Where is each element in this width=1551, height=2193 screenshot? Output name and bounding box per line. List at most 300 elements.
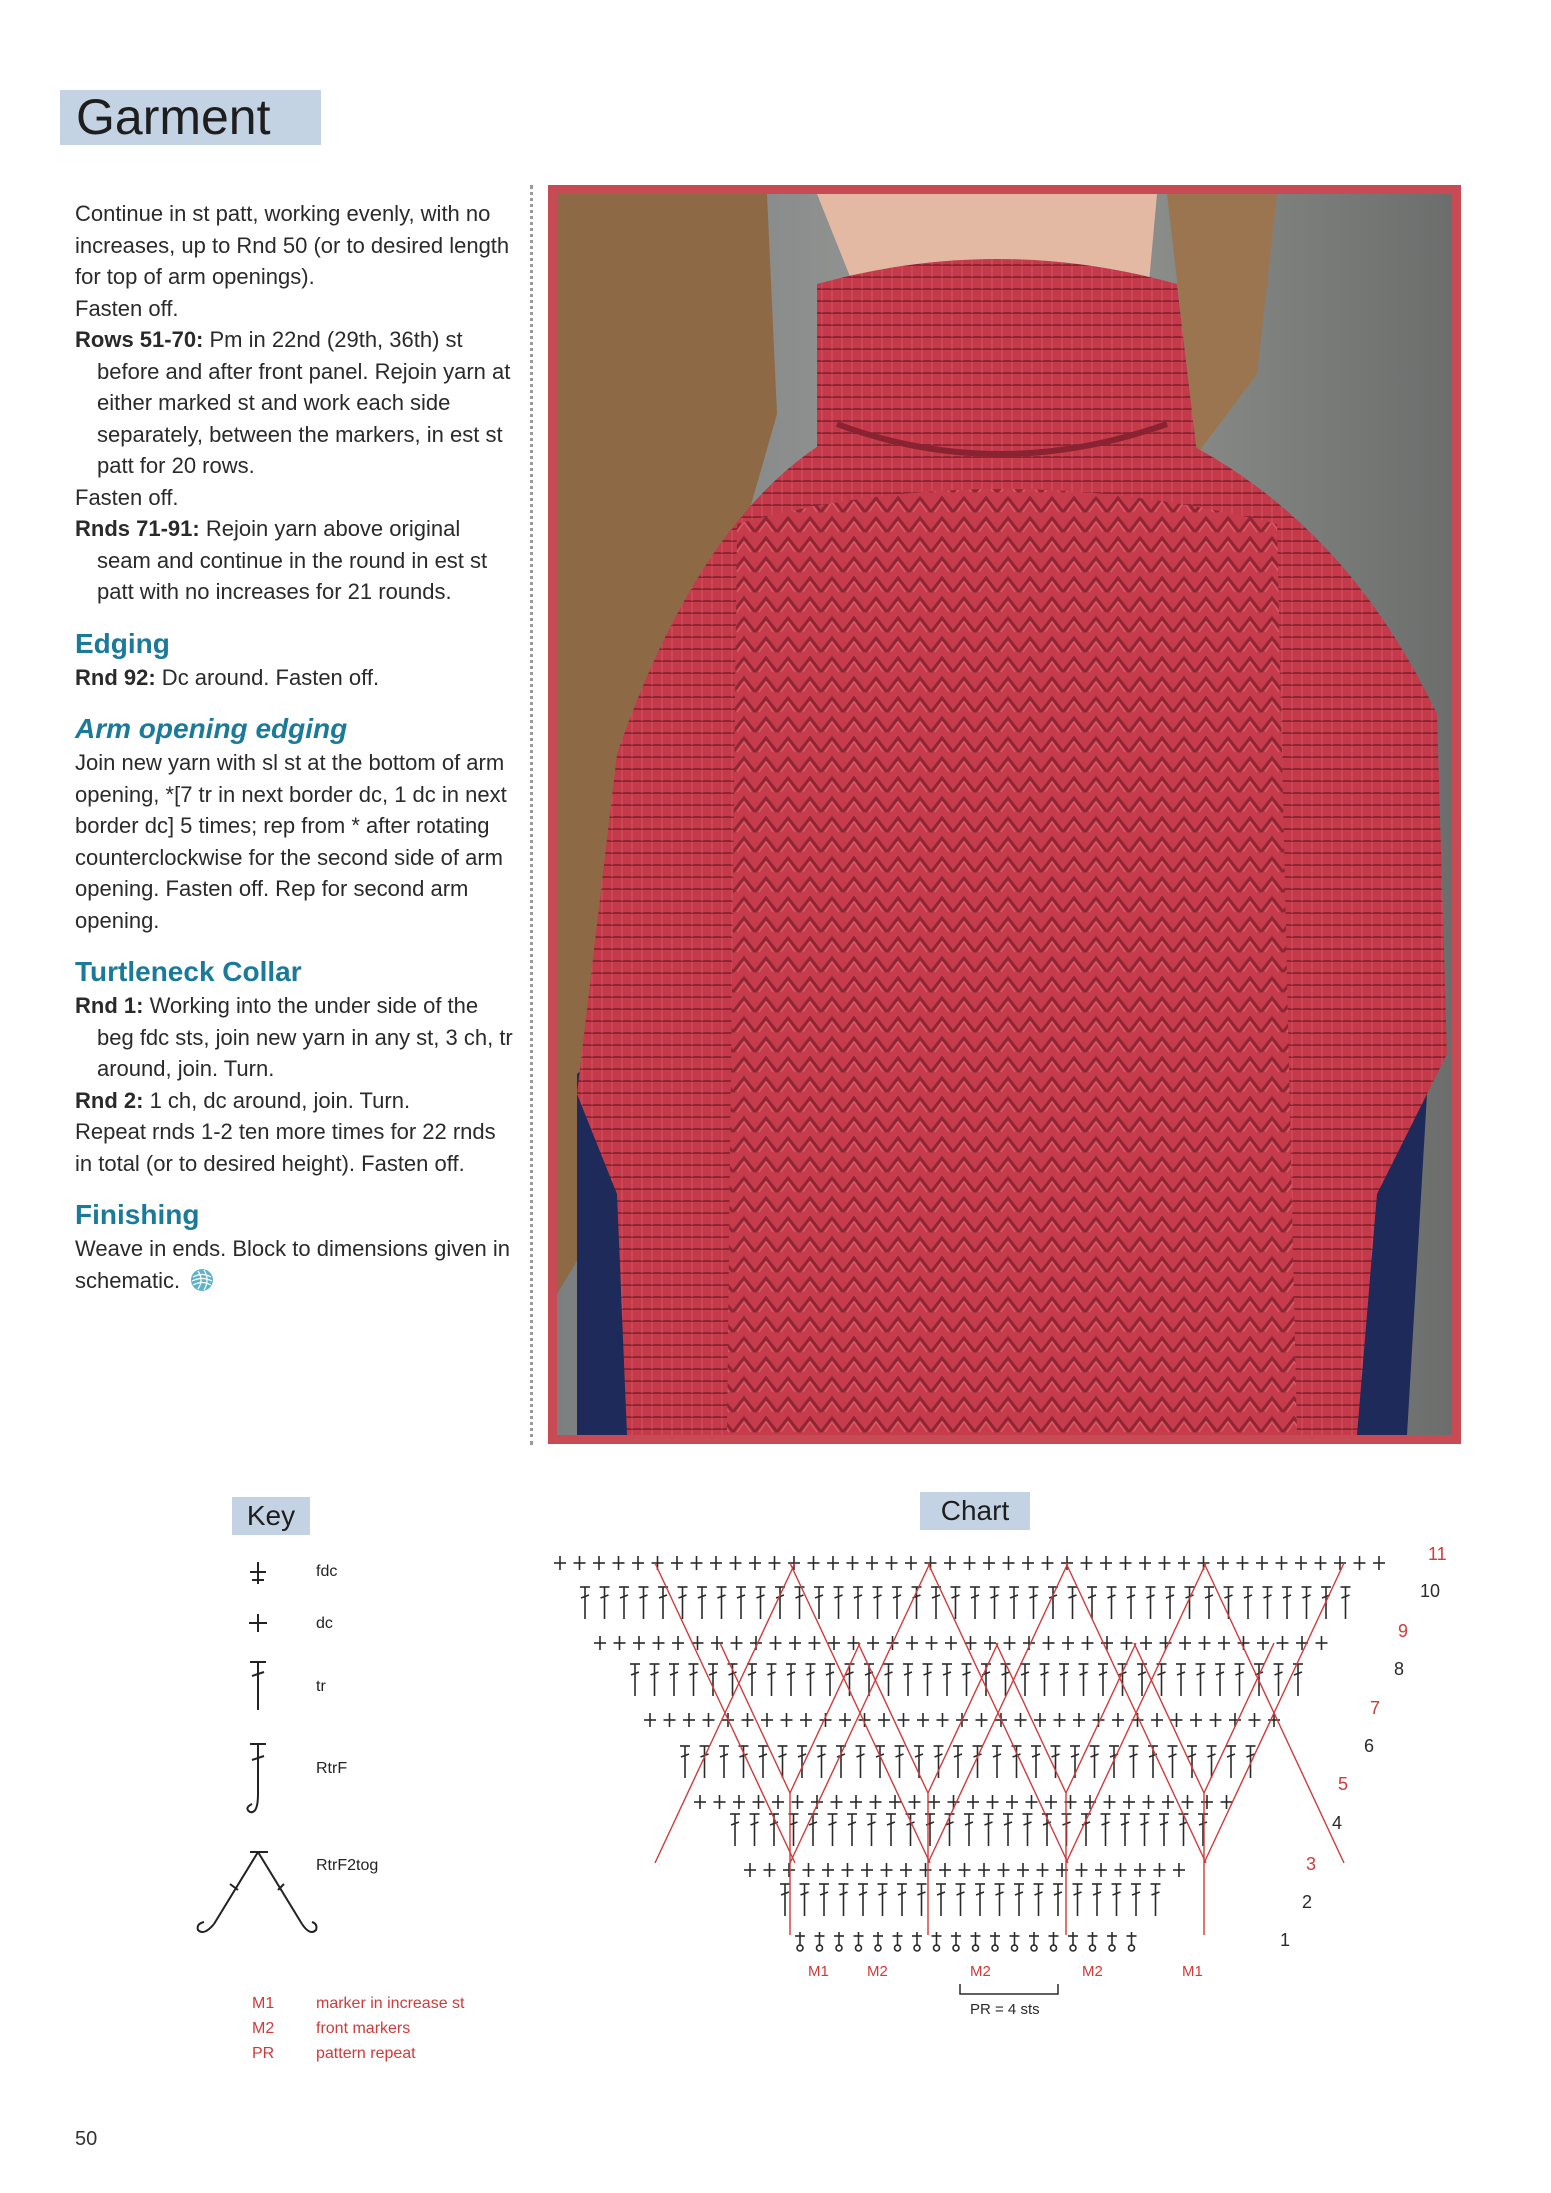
chart-stitch	[995, 1884, 1005, 1916]
chart-stitch	[870, 1795, 882, 1809]
chart-stitch	[831, 1795, 843, 1809]
chart-stitch	[984, 1814, 994, 1846]
chart-row-number: 9	[1398, 1621, 1409, 1641]
chart-rtrf-line	[790, 1563, 930, 1863]
chart-stitch	[1026, 1795, 1038, 1809]
chart-stitch	[1182, 1795, 1194, 1809]
chart-stitch	[931, 1587, 941, 1619]
chart-heading: Chart	[920, 1492, 1030, 1530]
chart-stitch	[839, 1713, 851, 1727]
chart-stitch	[795, 1932, 805, 1951]
chart-stitch	[761, 1713, 773, 1727]
chart-stitch	[858, 1884, 868, 1916]
chart-stitch	[976, 1713, 988, 1727]
chart-marker: M2	[1082, 1963, 1103, 1980]
chart-stitch	[1151, 1884, 1161, 1916]
rnd-92: Rnd 92: Dc around. Fasten off.	[75, 664, 380, 690]
chart-stitch	[1139, 1556, 1151, 1570]
chart-stitch	[1029, 1932, 1039, 1951]
chart-stitch	[1276, 1556, 1288, 1570]
chart-stitch	[850, 1795, 862, 1809]
chart-rtrf-line	[1066, 1563, 1206, 1863]
key-label-rtrf2tog: RtrF2tog	[316, 1857, 379, 1874]
pr-label: PR = 4 sts	[970, 2001, 1040, 2018]
chart-stitch	[1073, 1713, 1085, 1727]
chart-stitch	[1257, 1636, 1269, 1650]
poncho-illustration	[557, 194, 1452, 1435]
chart-stitch	[956, 1884, 966, 1916]
chart-stitch	[978, 1863, 990, 1877]
chart-marker: M2	[867, 1963, 888, 1980]
chart-stitch	[758, 1746, 768, 1778]
chart-stitch	[992, 1746, 1002, 1778]
chart-stitch	[905, 1556, 917, 1570]
chart-stitch	[1178, 1556, 1190, 1570]
chart-stitch	[1282, 1587, 1292, 1619]
chart-stitch	[781, 1713, 793, 1727]
chart-stitch	[594, 1636, 606, 1650]
chart-rtrf-line	[720, 1643, 860, 1935]
chart-stitch	[1107, 1932, 1117, 1951]
chart-stitch	[1107, 1587, 1117, 1619]
chart-stitch	[749, 1556, 761, 1570]
chart-stitch	[984, 1636, 996, 1650]
chart-stitch	[990, 1587, 1000, 1619]
chart-stitch	[803, 1863, 815, 1877]
chart-stitch	[764, 1863, 776, 1877]
dc-symbol	[249, 1614, 267, 1632]
chart-stitch	[917, 1884, 927, 1916]
chart-stitch	[1210, 1713, 1222, 1727]
chart-stitch	[780, 1884, 790, 1916]
instructions-column	[75, 198, 515, 1296]
chart-stitch	[1160, 1636, 1172, 1650]
collar-rnd-2: Rnd 2: 1 ch, dc around, join. Turn.	[75, 1087, 411, 1113]
chart-stitch	[864, 1664, 874, 1696]
chart-stitch	[881, 1863, 893, 1877]
chart-stitch	[878, 1713, 890, 1727]
chart-row-number: 3	[1306, 1854, 1317, 1874]
arm-opening-heading: Arm opening edging	[75, 713, 348, 744]
chart-stitch	[1159, 1556, 1171, 1570]
chart-stitch	[951, 1932, 961, 1951]
chart-stitch	[742, 1713, 754, 1727]
chart-stitch	[580, 1587, 590, 1619]
chart-stitch	[1073, 1884, 1083, 1916]
chart-stitch	[861, 1863, 873, 1877]
chart-stitch	[783, 1863, 795, 1877]
chart-stitch	[1120, 1556, 1132, 1570]
chart-stitch	[1092, 1884, 1102, 1916]
chart-stitch	[1341, 1587, 1351, 1619]
chart-stitch	[1023, 1814, 1033, 1846]
chart-row-number: 7	[1370, 1698, 1381, 1718]
chart-stitch	[1165, 1587, 1175, 1619]
chart-stitch	[1017, 1863, 1029, 1877]
chart-stitch	[772, 1795, 784, 1809]
chart-stitch	[1081, 1556, 1093, 1570]
chart-stitch	[554, 1556, 566, 1570]
key-symbols	[190, 1550, 330, 1970]
chart-stitch	[1316, 1636, 1328, 1650]
chart-stitch	[1127, 1932, 1137, 1951]
legend-desc: marker in increase st	[316, 1995, 465, 2012]
chart-stitch	[689, 1664, 699, 1696]
chart-stitch	[987, 1795, 999, 1809]
chart-stitch	[942, 1664, 952, 1696]
chart-stitch	[719, 1746, 729, 1778]
chart-stitch	[1334, 1556, 1346, 1570]
body-paragraph: Continue in st patt, working evenly, with no increases, up to Rnd 50 (or to desired length for top of arm openings).	[75, 201, 510, 289]
chart-stitch	[792, 1795, 804, 1809]
chart-stitch	[1146, 1587, 1156, 1619]
chart-stitch	[990, 1932, 1000, 1951]
chart-stitch	[903, 1664, 913, 1696]
chart-stitch	[1123, 1795, 1135, 1809]
chart-marker: M1	[1182, 1963, 1203, 1980]
key-label-dc: dc	[316, 1615, 333, 1632]
chart-stitch	[1134, 1863, 1146, 1877]
chart-stitch	[937, 1713, 949, 1727]
chart-stitch	[739, 1746, 749, 1778]
chart-stitch	[614, 1636, 626, 1650]
chart-stitch	[853, 1587, 863, 1619]
chart-stitch	[1049, 1932, 1059, 1951]
chart-row-number: 1	[1280, 1930, 1291, 1950]
chart-stitch	[697, 1587, 707, 1619]
chart-stitch	[1268, 1713, 1280, 1727]
chart-stitch	[983, 1556, 995, 1570]
chart-stitch	[1315, 1556, 1327, 1570]
chart-stitch	[886, 1556, 898, 1570]
chart-stitch	[1176, 1664, 1186, 1696]
chart-stitch	[808, 1556, 820, 1570]
chart-stitch	[613, 1556, 625, 1570]
chart-stitch	[814, 1587, 824, 1619]
chart-row-number: 11	[1428, 1544, 1447, 1564]
chart-stitch	[1003, 1814, 1013, 1846]
chart-stitch	[1022, 1556, 1034, 1570]
poncho-photo	[557, 194, 1452, 1435]
crochet-chart	[550, 1540, 1447, 2020]
chart-stitch	[1159, 1814, 1169, 1846]
chart-stitch	[1079, 1664, 1089, 1696]
chart-stitch	[1014, 1884, 1024, 1916]
column-divider	[530, 185, 533, 1445]
chart-stitch	[815, 1932, 825, 1951]
chart-stitch	[1256, 1556, 1268, 1570]
pr-bracket	[960, 1984, 1058, 1994]
chart-stitch	[944, 1556, 956, 1570]
chart-stitch	[1354, 1556, 1366, 1570]
chart-stitch	[1015, 1713, 1027, 1727]
chart-stitch	[1201, 1795, 1213, 1809]
chart-stitch	[574, 1556, 586, 1570]
chart-stitch	[1204, 1587, 1214, 1619]
chart-stitch	[1121, 1636, 1133, 1650]
legend-desc: pattern repeat	[316, 2045, 416, 2062]
chart-rtrf-lines	[655, 1563, 1344, 1935]
chart-row-number: 8	[1394, 1659, 1405, 1679]
chart-stitch	[683, 1713, 695, 1727]
body-paragraph: Fasten off.	[75, 295, 179, 321]
chart-stitch	[1068, 1932, 1078, 1951]
chart-stitch	[1068, 1587, 1078, 1619]
chart-stitch	[1101, 1814, 1111, 1846]
chart-stitch	[975, 1884, 985, 1916]
chart-stitch	[1162, 1795, 1174, 1809]
chart-row-number: 10	[1420, 1581, 1441, 1601]
key-label-tr: tr	[316, 1678, 326, 1695]
chart-stitch	[962, 1664, 972, 1696]
chart-stitch	[730, 1556, 742, 1570]
chart-stitch	[1154, 1863, 1166, 1877]
chart-stitch	[769, 1556, 781, 1570]
chart-stitch	[827, 1556, 839, 1570]
chart-stitch	[822, 1863, 834, 1877]
chart-stitch	[756, 1587, 766, 1619]
chart-stitch	[920, 1863, 932, 1877]
chart-stitch	[909, 1795, 921, 1809]
chart-stitch	[731, 1636, 743, 1650]
chart-stitch	[671, 1556, 683, 1570]
chart-stitch	[854, 1932, 864, 1951]
chart-row-number: 4	[1332, 1813, 1343, 1833]
yarn-ball-icon	[190, 1268, 214, 1292]
chart-stitch	[736, 1587, 746, 1619]
chart-stitch	[819, 1884, 829, 1916]
chart-stitch	[1031, 1746, 1041, 1778]
chart-stitch	[825, 1664, 835, 1696]
chart-stitch	[1098, 1664, 1108, 1696]
chart-stitch	[1053, 1884, 1063, 1916]
chart-stitch	[703, 1713, 715, 1727]
chart-stitch	[1218, 1636, 1230, 1650]
page-title	[60, 90, 321, 145]
chart-stitch	[1115, 1863, 1127, 1877]
chart-stitch	[1302, 1587, 1312, 1619]
chart-stitch	[971, 1932, 981, 1951]
chart-stitch	[945, 1636, 957, 1650]
chart-stitch	[692, 1636, 704, 1650]
chart-stitch	[619, 1587, 629, 1619]
chart-stitch	[1088, 1932, 1098, 1951]
chart-stitch	[1004, 1636, 1016, 1650]
chart-marker: M1	[808, 1963, 829, 1980]
chart-stitch	[906, 1636, 918, 1650]
collar-heading: Turtleneck Collar	[75, 956, 302, 987]
chart-stitch	[1179, 1814, 1189, 1846]
chart-stitch	[923, 1664, 933, 1696]
chart-stitch	[1274, 1664, 1284, 1696]
photo-frame	[548, 185, 1461, 1444]
finishing-heading: Finishing	[75, 1199, 200, 1230]
chart-stitch	[1235, 1664, 1245, 1696]
fdc-symbol	[250, 1562, 266, 1584]
legend-code: M2	[252, 2020, 275, 2037]
chart-rtrf-line	[928, 1563, 1068, 1863]
chart-stitch	[1104, 1795, 1116, 1809]
chart-marker: M2	[970, 1963, 991, 1980]
chart-stitch	[866, 1556, 878, 1570]
chart-stitch	[778, 1746, 788, 1778]
chart-stitch	[1157, 1664, 1167, 1696]
chart-stitch	[1173, 1863, 1185, 1877]
chart-stitch	[867, 1814, 877, 1846]
chart-stitch	[895, 1746, 905, 1778]
chart-stitch	[653, 1636, 665, 1650]
chart-stitch	[600, 1587, 610, 1619]
chart-stitch	[1112, 1884, 1122, 1916]
chart-stitch	[1062, 1636, 1074, 1650]
chart-stitch	[892, 1587, 902, 1619]
chart-stitch	[867, 1636, 879, 1650]
chart-stitch	[1020, 1664, 1030, 1696]
chart-stitch	[886, 1814, 896, 1846]
chart-stitch	[839, 1884, 849, 1916]
chart-stitch	[672, 1636, 684, 1650]
chart-stitch	[878, 1884, 888, 1916]
chart-stitch	[1112, 1713, 1124, 1727]
chart-rtrf-line	[655, 1563, 795, 1863]
chart-stitch	[1207, 1746, 1217, 1778]
chart-stitch	[959, 1863, 971, 1877]
chart-stitch	[1190, 1713, 1202, 1727]
rows-51-70: Rows 51-70: Pm in 22nd (29th, 36th) st before and after front panel. Rejoin yarn at either marked st and work each side separately, between the markers, in est st patt for 20 rows.	[75, 327, 511, 478]
chart-stitch	[898, 1713, 910, 1727]
chart-stitch	[912, 1932, 922, 1951]
chart-stitch	[856, 1746, 866, 1778]
chart-stitch	[925, 1814, 935, 1846]
key-heading: Key	[232, 1497, 310, 1535]
chart-stitch	[1059, 1664, 1069, 1696]
chart-stitch	[650, 1664, 660, 1696]
chart-stitch	[1009, 1587, 1019, 1619]
chart-stitch	[786, 1664, 796, 1696]
chart-stitch	[936, 1884, 946, 1916]
chart-stitch	[747, 1664, 757, 1696]
chart-stitch	[717, 1587, 727, 1619]
rnds-71-91: Rnds 71-91: Rejoin yarn above original seam and continue in the round in est st patt with no increases for 21 rounds.	[75, 516, 488, 604]
finishing-text: Weave in ends. Block to dimensions given in schematic.	[75, 1236, 510, 1293]
chart-stitch	[1226, 1746, 1236, 1778]
chart-stitch	[806, 1664, 816, 1696]
chart-stitch	[817, 1746, 827, 1778]
chart-stitch	[710, 1556, 722, 1570]
chart-stitch	[884, 1664, 894, 1696]
chart-stitch	[1109, 1746, 1119, 1778]
chart-stitch	[1003, 1556, 1015, 1570]
chart-stitch	[711, 1636, 723, 1650]
chart-stitch	[800, 1884, 810, 1916]
chart-stitch	[1012, 1746, 1022, 1778]
chart-stitch	[767, 1664, 777, 1696]
chart-stitch	[828, 1814, 838, 1846]
chart-row-number: 6	[1364, 1736, 1375, 1756]
chart-stitch	[1061, 1556, 1073, 1570]
chart-stitch	[1006, 1795, 1018, 1809]
chart-stitch	[834, 1587, 844, 1619]
chart-stitch	[964, 1814, 974, 1846]
chart-stitch	[633, 1636, 645, 1650]
chart-stitch	[1010, 1932, 1020, 1951]
chart-stitch	[1037, 1863, 1049, 1877]
chart-stitch	[753, 1795, 765, 1809]
chart-stitch	[788, 1556, 800, 1570]
chart-stitch	[1126, 1587, 1136, 1619]
edging-heading: Edging	[75, 627, 170, 659]
chart-stitch	[644, 1713, 656, 1727]
tr-symbol	[250, 1662, 266, 1710]
chart-stitch	[1243, 1587, 1253, 1619]
chart-stitch	[873, 1587, 883, 1619]
chart-stitch	[893, 1932, 903, 1951]
chart-stitch	[714, 1795, 726, 1809]
chart-stitch	[1034, 1713, 1046, 1727]
chart-labels	[808, 1544, 1447, 2018]
key-label-rtrf: RtrF	[316, 1760, 348, 1777]
chart-stitch	[842, 1863, 854, 1877]
chart-stitch	[1179, 1636, 1191, 1650]
chart-stitch	[897, 1884, 907, 1916]
chart-stitch	[593, 1556, 605, 1570]
chart-stitch	[680, 1746, 690, 1778]
chart-stitch	[658, 1587, 668, 1619]
chart-stitch	[1129, 1746, 1139, 1778]
chart-stitch	[1090, 1746, 1100, 1778]
chart-stitch	[1054, 1713, 1066, 1727]
chart-stitch	[1140, 1814, 1150, 1846]
chart-stitch	[917, 1713, 929, 1727]
chart-stitch	[1001, 1664, 1011, 1696]
chart-stitch	[928, 1795, 940, 1809]
body-paragraph: Fasten off.	[75, 484, 179, 510]
chart-stitch	[669, 1664, 679, 1696]
chart-stitch	[939, 1863, 951, 1877]
chart-stitch	[664, 1713, 676, 1727]
chart-stitch	[744, 1863, 756, 1877]
chart-stitch	[1143, 1795, 1155, 1809]
chart-stitch	[632, 1556, 644, 1570]
chart-stitch	[1131, 1884, 1141, 1916]
key-label-fdc: fdc	[316, 1563, 338, 1580]
chart-stitch	[1045, 1795, 1057, 1809]
chart-stitch	[809, 1636, 821, 1650]
chart-stitch	[1373, 1556, 1385, 1570]
rtrf-symbol	[247, 1744, 266, 1812]
chart-stitch	[965, 1636, 977, 1650]
chart-stitch	[945, 1814, 955, 1846]
chart-stitch	[998, 1863, 1010, 1877]
collar-repeat: Repeat rnds 1-2 ten more times for 22 rnds in total (or to desired height). Fasten off.	[75, 1119, 496, 1176]
chart-stitch	[800, 1713, 812, 1727]
chart-rtrf-line	[996, 1643, 1136, 1935]
legend-desc: front markers	[316, 2020, 411, 2037]
chart-stitch	[847, 1814, 857, 1846]
chart-stitch	[1249, 1713, 1261, 1727]
chart-stitch	[1198, 1814, 1208, 1846]
chart-stitch	[1229, 1713, 1241, 1727]
chart-stitch	[694, 1795, 706, 1809]
chart-stitch	[730, 1814, 740, 1846]
chart-stitch	[1095, 1863, 1107, 1877]
chart-stitch	[770, 1636, 782, 1650]
chart-stitch	[1140, 1636, 1152, 1650]
chart-stitch	[733, 1795, 745, 1809]
chart-stitch	[873, 1932, 883, 1951]
chart-stitch	[1199, 1636, 1211, 1650]
chart-stitch	[932, 1932, 942, 1951]
